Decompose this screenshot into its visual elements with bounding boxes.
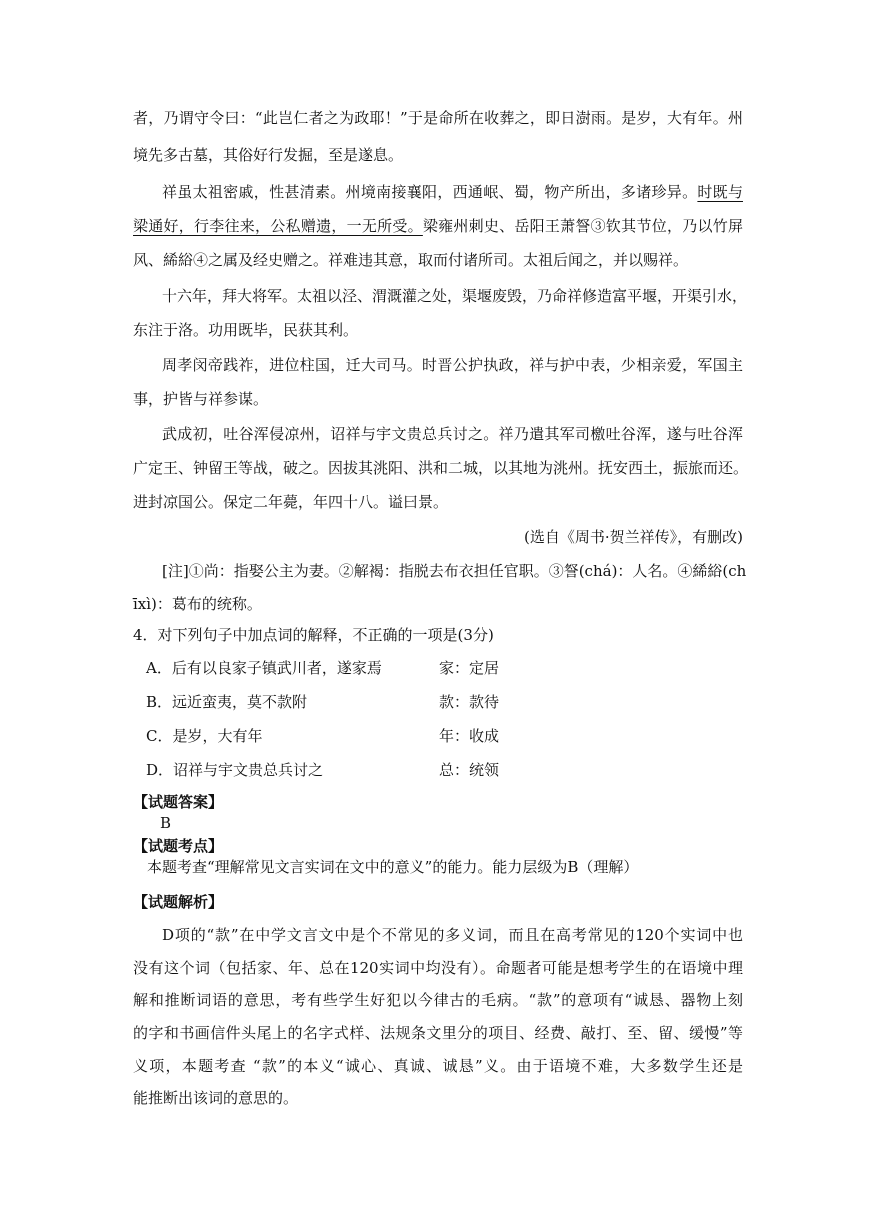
analysis-line: D项的“款”在中学文言文中是个不常见的多义词，而且在高考常见的120个实词中也 — [162, 926, 743, 944]
footnote-line: īxì)：葛布的统称。 — [133, 595, 262, 613]
analysis-line: 能推断出该词的意思的。 — [133, 1089, 299, 1107]
footnote-line: [注]①尚：指娶公主为妻。②解褐：指脱去布衣担任官职。③詧(chá)：人名。④絺綌(ch — [162, 562, 747, 580]
passage-line: 武成初，吐谷浑侵凉州，诏祥与宇文贵总兵讨之。祥乃遣其军司檄吐谷浑，遂与吐谷浑 — [162, 425, 743, 443]
underlined-sentence: 时既与 — [697, 183, 743, 201]
option-d-gloss: 总：统领 — [439, 761, 500, 779]
question-stem: 4．对下列句子中加点词的解释，不正确的一项是(3分) — [133, 626, 494, 644]
analysis-line: 义项，本题考查 “款”的本义“诚心、真诚、诚恳”义。由于语境不难，大多数学生还是 — [133, 1057, 743, 1075]
option-a-sentence: A．后有以良家子镇武川者，遂家焉 — [146, 659, 382, 677]
option-b-gloss: 款：款待 — [439, 693, 500, 711]
answer-heading: 【试题答案】 — [133, 793, 224, 811]
analysis-heading: 【试题解析】 — [133, 893, 224, 911]
option-c-sentence: C．是岁，大有年 — [146, 727, 263, 745]
passage-source: (选自《周书·贺兰祥传》，有删改) — [524, 528, 743, 546]
underlined-sentence: 梁通好，行李往来，公私赠遗，一无所受。 — [133, 217, 423, 235]
analysis-line: 解和推断词语的意思，考有些学生好犯以今律古的毛病。“款”的意项有“诚恳、器物上刻 — [133, 991, 743, 1009]
option-c-gloss: 年：收成 — [439, 727, 500, 745]
passage-line: 东注于洛。功用既毕，民获其利。 — [133, 321, 359, 339]
option-a-gloss: 家：定居 — [439, 659, 500, 677]
passage-line: 周孝闵帝践祚，进位柱国，迁大司马。时晋公护执政，祥与护中表，少相亲爱，军国主 — [162, 356, 743, 374]
passage-text: 梁雍州刺史、岳阳王萧詧③钦其节位，乃以竹屏 — [422, 217, 743, 235]
passage-text: 祥虽太祖密戚，性甚清素。州境南接襄阳，西通岷、蜀，物产所出，多诸珍异。 — [162, 183, 698, 201]
passage-line: 者，乃谓守令曰：“此岂仁者之为政耶！”于是命所在收葬之，即日澍雨。是岁，大有年。州 — [133, 109, 743, 127]
option-b-sentence: B．远近蛮夷，莫不款附 — [146, 693, 308, 711]
passage-line: 境先多古墓，其俗好行发掘，至是遂息。 — [133, 146, 404, 164]
passage-line: 广定王、钟留王等战，破之。因拔其洮阳、洪和二城，以其地为洮州。抚安西土，振旅而还。 — [133, 459, 749, 477]
testpoint-text: 本题考查“理解常见文言实词在文中的意义”的能力。能力层级为B（理解） — [147, 858, 639, 876]
passage-line: 十六年，拜大将军。太祖以泾、渭溉灌之处，渠堰废毁，乃命祥修造富平堰，开渠引水， — [162, 287, 748, 305]
analysis-line: 的字和书画信件头尾上的名字式样、法规条文里分的项目、经费、敲打、至、留、缓慢”等 — [133, 1024, 743, 1042]
passage-line: 事，护皆与祥参谋。 — [133, 390, 269, 408]
answer-value: B — [160, 814, 172, 832]
option-d-sentence: D．诏祥与宇文贵总兵讨之 — [146, 761, 324, 779]
passage-line: 进封凉国公。保定二年薨，年四十八。谥曰景。 — [133, 493, 449, 511]
analysis-line: 没有这个词（包括家、年、总在120实词中均没有）。命题者可能是想考学生的在语境中理 — [133, 959, 743, 977]
passage-line — [133, 216, 743, 236]
passage-line — [162, 182, 743, 202]
passage-line: 风、絺綌④之属及经史赠之。祥难违其意，取而付诸所司。太祖后闻之，并以赐祥。 — [133, 251, 689, 269]
testpoint-heading: 【试题考点】 — [133, 837, 224, 855]
